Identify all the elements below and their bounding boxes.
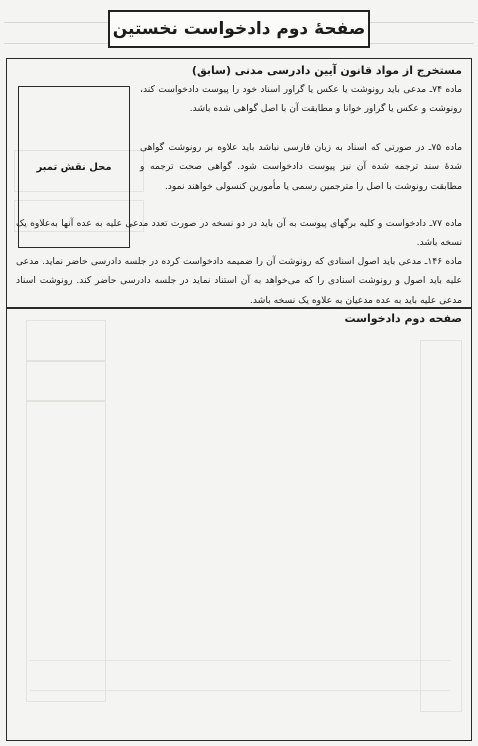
excerpt-heading: مستخرج از مواد قانون آیین دادرسی مدنی (سابق): [191, 64, 462, 77]
page-title: صفحهٔ دوم دادخواست نخستین: [108, 10, 370, 48]
section-heading: صفحه دوم دادخواست: [344, 312, 462, 325]
stamp-box-label: محل نقش تمبر: [36, 161, 112, 173]
article-75: ماده ۷۵ـ در صورتی که اسناد به زبان فارسی نباشد باید علاوه بر رونوشت گواهی شدهٔ سند ترجمه شده آن نیز پیوست دادخواست شود. گواهی صحت ترجمه و مطابقت رونوشت با اصل را مترجمین رسمی یا مأمورین کنسولی خواهند نمود.: [140, 142, 462, 192]
article-77: ماده ۷۷ـ دادخواست و کلیه برگهای پیوست به آن باید در دو نسخه در صورت تعدد مدعی علیه به عده آنها به‌علاوه یک نسخه باشد.: [16, 218, 463, 249]
article-146: ماده ۱۴۶ـ مدعی باید اصول اسنادی که رونوشت آن را ضمیمه دادخواست کرده در جلسه دادرسی حاضر نماید. مدعی علیه باید اصول و رونوشت اسنادی را که می‌خواهد به آن استناد نماید در جلسه دادرسی حاضر کند. رونوشت اسناد مدعی علیه باید به عده مدعیان به علاوه یک نسخه باشد.: [16, 256, 463, 306]
article-74: ماده ۷۴ـ مدعی باید رونوشت یا عکس یا گراور اسناد خود را پیوست دادخواست کند، رونوشت و عکس یا گراور خوانا و مطابقت آن با اصل گواهی شده باشد.: [140, 84, 463, 115]
